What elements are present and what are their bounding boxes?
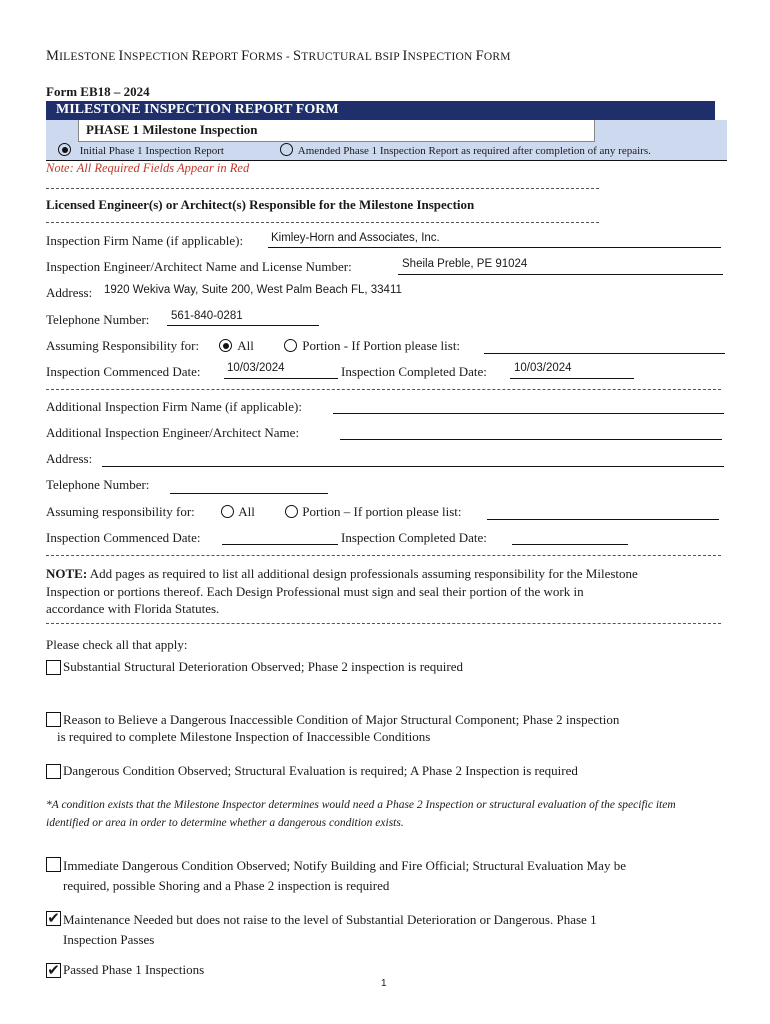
add-resp-portion-option[interactable] (285, 504, 461, 520)
add-completed-line (512, 544, 628, 545)
section-heading: Licensed Engineer(s) or Architect(s) Responsible for the Milestone Inspection (46, 197, 475, 212)
checkbox-substantial-deterioration[interactable] (46, 660, 61, 675)
add-engineer-line (340, 439, 722, 440)
checkbox-dangerous-condition[interactable] (46, 764, 61, 779)
commenced-input[interactable]: 10/03/2024 (227, 362, 285, 374)
completed-label: Inspection Completed Date: (341, 364, 487, 379)
divider (46, 389, 721, 390)
firm-label: Inspection Firm Name (if applicable): (46, 233, 244, 248)
phase-box (78, 120, 595, 142)
checkbox-inaccessible-condition[interactable] (46, 712, 61, 727)
divider (46, 623, 721, 624)
option-amended[interactable] (280, 143, 651, 157)
note-block (46, 565, 638, 618)
check-item-6: Passed Phase 1 Inspections (63, 962, 205, 977)
divider (46, 188, 599, 189)
engineer-input[interactable]: Sheila Preble, PE 91024 (402, 258, 528, 270)
amended-label: Amended Phase 1 Inspection Report as required after completion of any repairs. (297, 145, 651, 157)
banner-main (46, 101, 715, 120)
note-lead: NOTE: (46, 566, 88, 581)
add-engineer-label: Additional Inspection Engineer/Architect Name: (46, 425, 300, 440)
initial-label: Initial Phase 1 Inspection Report (79, 145, 224, 157)
add-responsibility-label: Assuming responsibility for: (46, 504, 195, 519)
phase-label: PHASE 1 Milestone Inspection (86, 122, 258, 137)
phone-input[interactable]: 561-840-0281 (171, 310, 243, 322)
footnote-line-1: *A condition exists that the Milestone Inspector determines would need a Phase 2 Inspection or structural evaluation of the specific item (46, 799, 676, 811)
add-resp-portion-radio[interactable] (285, 505, 298, 518)
check-item-4-line-2: required, possible Shoring and a Phase 2 inspection is required (63, 878, 390, 893)
note-line-3: accordance with Florida Statutes. (46, 601, 220, 616)
completed-input[interactable]: 10/03/2024 (514, 362, 572, 374)
note-line-1: Add pages as required to list all additional design professionals assuming responsibility for the Milestone (87, 566, 638, 581)
commenced-label: Inspection Commenced Date: (46, 364, 201, 379)
banner-main-label: MILESTONE INSPECTION REPORT FORM (56, 102, 339, 117)
check-item-4 (63, 856, 626, 896)
resp-portion-radio[interactable] (284, 339, 297, 352)
form-number: Form EB18 – 2024 (46, 84, 150, 99)
add-phone-line (170, 493, 328, 494)
address-input[interactable]: 1920 Wekiva Way, Suite 200, West Palm Beach FL, 33411 (104, 284, 402, 296)
checkbox-immediate-dangerous[interactable] (46, 857, 61, 872)
check-item-5-line-2: Inspection Passes (63, 932, 155, 947)
add-resp-portion-label: Portion – If portion please list: (302, 504, 462, 519)
check-item-3: Dangerous Condition Observed; Structural Evaluation is required; A Phase 2 Inspection is required (63, 763, 578, 778)
initial-radio[interactable] (58, 143, 71, 156)
firm-line (268, 247, 721, 248)
add-phone-label: Telephone Number: (46, 477, 150, 492)
commenced-line (224, 378, 338, 379)
add-completed-label: Inspection Completed Date: (341, 530, 487, 545)
engineer-line (398, 274, 723, 275)
phone-line (167, 325, 319, 326)
add-commenced-label: Inspection Commenced Date: (46, 530, 201, 545)
footnote-line-2: identified or area in order to determine whether a dangerous condition exists. (46, 816, 404, 829)
firm-input[interactable]: Kimley-Horn and Associates, Inc. (271, 232, 440, 244)
add-portion-line (487, 519, 719, 520)
check-item-2-line-1: Reason to Believe a Dangerous Inaccessible Condition of Major Structural Component; Phase 2 inspection (63, 712, 620, 727)
check-item-5 (63, 910, 597, 950)
engineer-label: Inspection Engineer/Architect Name and License Number: (46, 259, 352, 274)
check-item-5-line-1: Maintenance Needed but does not raise to the level of Substantial Deterioration or Dangerous. Phase 1 (63, 912, 597, 927)
responsibility-label: Assuming Responsibility for: (46, 338, 200, 353)
resp-all-radio[interactable] (219, 339, 232, 352)
add-address-line (102, 466, 724, 467)
page-title: MILESTONE INSPECTION REPORT FORMS - STRUCTURAL BSIP INSPECTION FORM (46, 48, 511, 64)
add-firm-line (333, 413, 724, 414)
note-line-2: Inspection or portions thereof. Each Design Professional must sign and seal their portion of the work in (46, 583, 584, 599)
add-firm-label: Additional Inspection Firm Name (if applicable): (46, 399, 302, 414)
add-resp-all-option[interactable] (221, 504, 255, 520)
resp-portion-option[interactable] (284, 338, 460, 354)
resp-all-label: All (237, 338, 254, 353)
portion-line (484, 353, 725, 354)
divider (46, 222, 599, 223)
add-resp-all-radio[interactable] (221, 505, 234, 518)
page-number: 1 (381, 978, 387, 989)
check-item-2 (63, 711, 619, 729)
required-note: Note: All Required Fields Appear in Red (46, 161, 250, 175)
option-initial[interactable] (58, 143, 224, 157)
resp-all-option[interactable] (219, 338, 254, 354)
checkbox-passed-phase-1[interactable]: ✔ (47, 961, 60, 979)
resp-portion-label: Portion - If Portion please list: (302, 338, 461, 353)
address-label: Address: (46, 285, 93, 300)
completed-line (510, 378, 634, 379)
add-resp-all-label: All (238, 504, 255, 519)
checkbox-maintenance-needed[interactable]: ✔ (47, 909, 60, 927)
amended-radio[interactable] (280, 143, 293, 156)
add-address-label: Address: (46, 451, 93, 466)
divider (46, 555, 721, 556)
check-item-1: Substantial Structural Deterioration Observed; Phase 2 inspection is required (63, 659, 464, 674)
add-commenced-line (222, 544, 338, 545)
checklist-intro: Please check all that apply: (46, 637, 188, 652)
check-item-4-line-1: Immediate Dangerous Condition Observed; Notify Building and Fire Official; Structural Evaluation May be (63, 858, 626, 873)
check-item-2-cont: is required to complete Milestone Inspection of Inaccessible Conditions (57, 729, 431, 744)
phone-label: Telephone Number: (46, 312, 150, 327)
footnote (46, 797, 676, 832)
